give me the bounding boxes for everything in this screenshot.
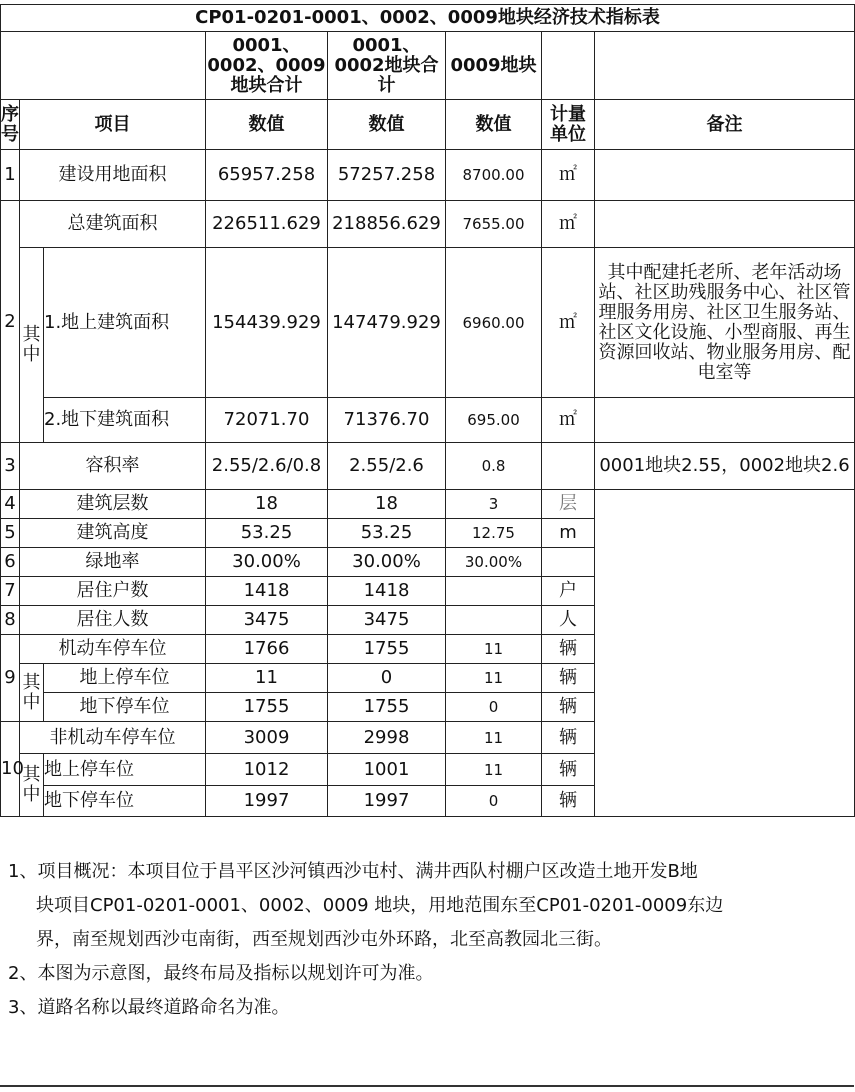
cell-unit: 辆 (542, 693, 595, 722)
cell-v2: 1755 (328, 693, 446, 722)
cell-v2: 147479.929 (328, 248, 446, 398)
cell-seq: 7 (1, 577, 20, 606)
cell-unit: 层 (542, 490, 595, 519)
cell-unit: 辆 (542, 786, 595, 817)
cell-remark (595, 201, 855, 248)
cell-v2: 2998 (328, 722, 446, 754)
cell-v3: 0.8 (446, 443, 542, 490)
cell-item: 地上停车位 (44, 664, 206, 693)
cell-unit: 辆 (542, 635, 595, 664)
cell-unit: ㎡ (542, 398, 595, 443)
cell-seq: 10 (1, 722, 20, 817)
cell-of-which: 其中 (20, 754, 44, 817)
cell-v3: 11 (446, 754, 542, 786)
cell-seq: 2 (1, 201, 20, 443)
cell-v3 (446, 606, 542, 635)
cell-v1: 3475 (206, 606, 328, 635)
cell-item: 建设用地面积 (20, 150, 206, 201)
header-blank-unit (542, 32, 595, 100)
cell-unit: 辆 (542, 664, 595, 693)
cell-v1: 18 (206, 490, 328, 519)
cell-v3: 6960.00 (446, 248, 542, 398)
header-value-1: 数值 (206, 100, 328, 150)
cell-remark: 其中配建托老所、老年活动场站、社区助残服务中心、社区管理服务用房、社区卫生服务站、社区文化设施、小型商服、再生资源回收站、物业服务用房、配电室等 (595, 248, 855, 398)
note-1-line-1: 1、项目概况：本项目位于昌平区沙河镇西沙屯村、满井西队村棚户区改造土地开发B地 (8, 861, 698, 882)
cell-item: 总建筑面积 (20, 201, 206, 248)
cell-v1: 154439.929 (206, 248, 328, 398)
header-group-total: 0001、0002、0009地块合计 (206, 32, 328, 100)
cell-item: 建筑高度 (20, 519, 206, 548)
note-1-line-2: 块项目CP01-0201-0001、0002、0009 地块，用地范围东至CP01-0201-0009东边 (36, 895, 724, 916)
cell-item: 机动车停车位 (20, 635, 206, 664)
cell-unit: m (542, 519, 595, 548)
cell-item: 地下停车位 (44, 786, 206, 817)
header-seq: 序号 (1, 100, 20, 150)
cell-v3: 12.75 (446, 519, 542, 548)
cell-v1: 72071.70 (206, 398, 328, 443)
cell-v2: 0 (328, 664, 446, 693)
cell-seq: 5 (1, 519, 20, 548)
cell-v3: 11 (446, 635, 542, 664)
cell-v1: 53.25 (206, 519, 328, 548)
cell-seq: 8 (1, 606, 20, 635)
cell-item: 地下停车位 (44, 693, 206, 722)
cell-v3: 0 (446, 693, 542, 722)
cell-item: 建筑层数 (20, 490, 206, 519)
cell-v2: 71376.70 (328, 398, 446, 443)
bottom-divider (0, 1085, 854, 1087)
cell-v2: 57257.258 (328, 150, 446, 201)
cell-unit: 人 (542, 606, 595, 635)
cell-unit (542, 443, 595, 490)
table-row (1, 490, 855, 519)
cell-seq: 3 (1, 443, 20, 490)
cell-v1: 30.00% (206, 548, 328, 577)
cell-v1: 11 (206, 664, 328, 693)
cell-of-which: 其中 (20, 248, 44, 443)
cell-remark (595, 398, 855, 443)
header-group-0102: 0001、0002地块合计 (328, 32, 446, 100)
cell-item: 容积率 (20, 443, 206, 490)
table-title: CP01-0201-0001、0002、0009地块经济技术指标表 (1, 5, 855, 32)
header-blank (1, 32, 206, 100)
cell-seq: 1 (1, 150, 20, 201)
header-blank-remark (595, 32, 855, 100)
header-unit: 计量单位 (542, 100, 595, 150)
header-value-3: 数值 (446, 100, 542, 150)
cell-v2: 218856.629 (328, 201, 446, 248)
notes-section (8, 855, 848, 1025)
cell-v3: 11 (446, 664, 542, 693)
cell-v2: 1418 (328, 577, 446, 606)
cell-item: 居住人数 (20, 606, 206, 635)
cell-unit: ㎡ (542, 201, 595, 248)
cell-v2: 30.00% (328, 548, 446, 577)
cell-unit: ㎡ (542, 150, 595, 201)
cell-v3: 11 (446, 722, 542, 754)
cell-seq: 6 (1, 548, 20, 577)
cell-v2: 1001 (328, 754, 446, 786)
header-remark: 备注 (595, 100, 855, 150)
cell-v2: 2.55/2.6 (328, 443, 446, 490)
cell-item: 地上停车位 (44, 754, 206, 786)
cell-item: 居住户数 (20, 577, 206, 606)
cell-v1: 3009 (206, 722, 328, 754)
cell-remark (595, 150, 855, 201)
cell-v2: 3475 (328, 606, 446, 635)
cell-unit (542, 548, 595, 577)
cell-item: 绿地率 (20, 548, 206, 577)
cell-unit: 辆 (542, 754, 595, 786)
cell-v3: 7655.00 (446, 201, 542, 248)
cell-unit: ㎡ (542, 248, 595, 398)
cell-v3: 8700.00 (446, 150, 542, 201)
note-3: 3、道路名称以最终道路命名为准。 (8, 997, 290, 1018)
table-row (1, 248, 855, 398)
header-item: 项目 (20, 100, 206, 150)
table-row (1, 443, 855, 490)
cell-v1: 1997 (206, 786, 328, 817)
header-value-2: 数值 (328, 100, 446, 150)
cell-v2: 53.25 (328, 519, 446, 548)
cell-remark: 0001地块2.55，0002地块2.6 (595, 443, 855, 490)
table-row (1, 201, 855, 248)
cell-remark-blank (595, 490, 855, 817)
note-2: 2、本图为示意图，最终布局及指标以规划许可为准。 (8, 963, 434, 984)
indicator-table (0, 4, 855, 817)
cell-item: 非机动车停车位 (20, 722, 206, 754)
cell-unit: 户 (542, 577, 595, 606)
cell-v3: 30.00% (446, 548, 542, 577)
cell-item: 1.地上建筑面积 (44, 248, 206, 398)
cell-item: 2.地下建筑面积 (44, 398, 206, 443)
cell-v1: 1766 (206, 635, 328, 664)
cell-v3 (446, 577, 542, 606)
cell-v1: 1418 (206, 577, 328, 606)
cell-v1: 2.55/2.6/0.8 (206, 443, 328, 490)
cell-seq: 4 (1, 490, 20, 519)
cell-v3: 695.00 (446, 398, 542, 443)
cell-v2: 1755 (328, 635, 446, 664)
cell-v3: 3 (446, 490, 542, 519)
header-group-09: 0009地块 (446, 32, 542, 100)
cell-seq: 9 (1, 635, 20, 722)
cell-v1: 1755 (206, 693, 328, 722)
cell-v1: 65957.258 (206, 150, 328, 201)
cell-of-which: 其中 (20, 664, 44, 722)
cell-v1: 1012 (206, 754, 328, 786)
cell-v2: 1997 (328, 786, 446, 817)
cell-unit: 辆 (542, 722, 595, 754)
table-row (1, 150, 855, 201)
table-row (1, 398, 855, 443)
cell-v2: 18 (328, 490, 446, 519)
cell-v3: 0 (446, 786, 542, 817)
cell-v1: 226511.629 (206, 201, 328, 248)
note-1-line-3: 界，南至规划西沙屯南街，西至规划西沙屯外环路，北至高教园北三街。 (36, 929, 612, 950)
